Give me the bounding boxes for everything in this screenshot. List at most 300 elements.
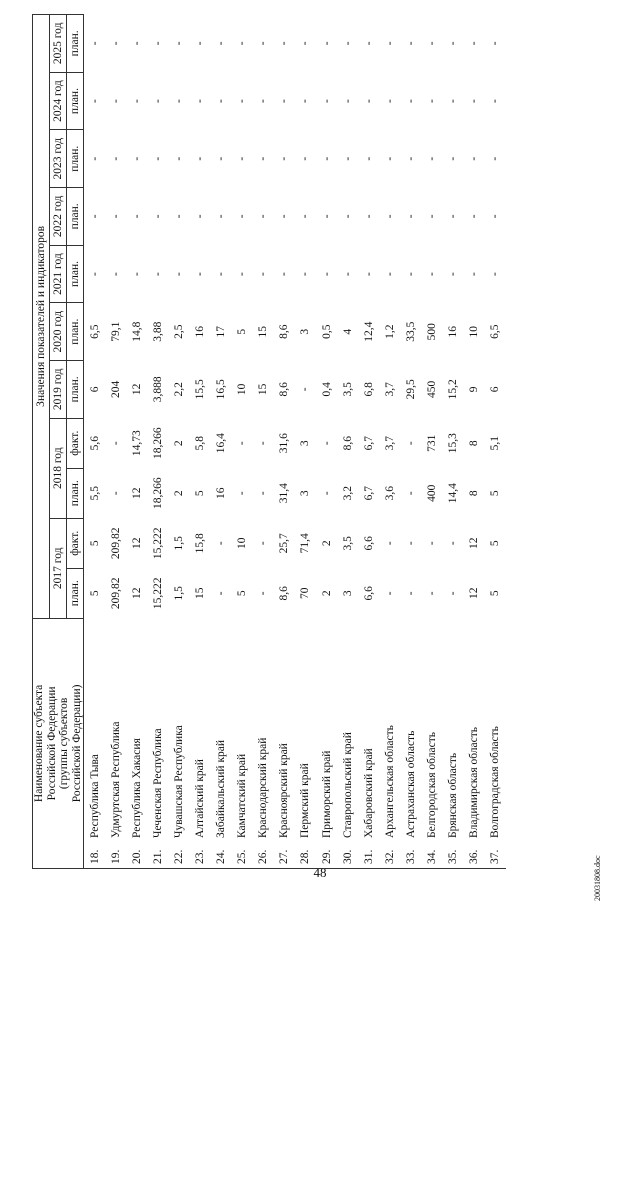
region-cell xyxy=(211,618,232,868)
value-cell: - xyxy=(383,214,396,219)
value-cell: - xyxy=(109,491,122,496)
value-cell: - xyxy=(151,272,164,276)
value-cell: - xyxy=(404,214,417,219)
value-cell: - xyxy=(320,441,333,446)
value-cell: 17 xyxy=(215,325,228,338)
value-cell: 15,2 xyxy=(447,379,460,400)
value-cell: - xyxy=(447,99,460,103)
value-cell: 18,266 xyxy=(151,427,164,459)
value-cell: 18,266 xyxy=(151,477,164,510)
table-row xyxy=(105,15,126,869)
table-row xyxy=(358,15,379,869)
plan-header: план. xyxy=(67,130,84,188)
value-cell: 3 xyxy=(341,590,354,597)
value-cell: - xyxy=(194,41,207,46)
region-cell xyxy=(464,618,485,868)
value-cell: - xyxy=(447,41,460,46)
row-number: 21. xyxy=(151,849,164,864)
value-cell: - xyxy=(278,99,291,103)
value-cell: - xyxy=(151,41,164,46)
value-cell: - xyxy=(172,156,185,161)
value-cell: 29,5 xyxy=(404,379,417,400)
value-cell: 5 xyxy=(88,590,101,597)
value-cell: 15,3 xyxy=(447,433,460,454)
value-cell: - xyxy=(172,214,185,219)
value-cell: 1,2 xyxy=(383,324,396,339)
region-name: Республика Хакасия xyxy=(130,738,143,838)
region-name: Чувашская Республика xyxy=(172,725,185,838)
value-cell: 8 xyxy=(468,440,481,447)
region-name: Архангельская область xyxy=(383,725,396,838)
table-row xyxy=(84,15,106,869)
value-cell: 6 xyxy=(489,386,502,393)
value-cell: - xyxy=(88,41,101,46)
region-cell xyxy=(168,618,189,868)
row-number: 31. xyxy=(362,849,375,864)
value-cell: 16 xyxy=(215,487,228,499)
value-cell: - xyxy=(299,214,312,219)
value-cell: 6,7 xyxy=(362,486,375,501)
table-row xyxy=(211,15,232,869)
region-cell xyxy=(358,618,379,868)
value-cell: 731 xyxy=(426,434,439,452)
value-cell: - xyxy=(172,99,185,103)
row-number: 29. xyxy=(320,849,333,864)
value-cell: 12 xyxy=(468,587,481,600)
value-cell: - xyxy=(447,156,460,161)
value-cell: 209,82 xyxy=(109,527,122,560)
row-number: 37. xyxy=(489,849,502,864)
value-cell: 31,6 xyxy=(278,433,291,454)
value-cell: 3 xyxy=(299,440,312,447)
value-cell: - xyxy=(320,214,333,219)
value-cell: - xyxy=(404,541,417,546)
year-header: 2020 год xyxy=(50,303,67,361)
value-cell: - xyxy=(489,156,502,161)
value-cell: 31,4 xyxy=(278,483,291,504)
value-cell: - xyxy=(109,272,122,276)
value-cell: - xyxy=(151,156,164,161)
value-cell: - xyxy=(341,214,354,219)
value-cell: 3,7 xyxy=(383,436,396,451)
region-cell xyxy=(105,618,126,868)
name-header-line: Российской Федерации) xyxy=(70,684,83,803)
value-cell: - xyxy=(468,214,481,219)
value-cell: - xyxy=(278,272,291,276)
year-header: 2023 год xyxy=(50,130,67,188)
row-number: 20. xyxy=(130,849,143,864)
value-cell: 2 xyxy=(320,540,333,547)
value-cell: - xyxy=(404,99,417,103)
value-cell: - xyxy=(447,272,460,276)
table-row xyxy=(379,15,400,869)
value-cell: - xyxy=(236,99,249,103)
value-cell: 14,4 xyxy=(447,483,460,504)
value-cell: 70 xyxy=(299,587,312,600)
value-cell: - xyxy=(257,214,270,219)
value-cell: 5 xyxy=(88,540,101,547)
value-cell: - xyxy=(383,99,396,103)
value-cell: - xyxy=(299,156,312,161)
region-name: Краснодарский край xyxy=(257,737,270,838)
plan-header: план. xyxy=(67,72,84,130)
region-name: Забайкальский край xyxy=(215,739,228,838)
value-cell: 6,7 xyxy=(362,436,375,451)
value-cell: 2,5 xyxy=(172,324,185,339)
value-cell: - xyxy=(489,214,502,219)
year-header: 2022 год xyxy=(50,188,67,246)
table-row xyxy=(316,15,337,869)
region-cell xyxy=(126,618,147,868)
value-cell: - xyxy=(236,41,249,46)
value-cell: - xyxy=(236,441,249,446)
value-cell: - xyxy=(320,272,333,276)
region-name: Алтайский край xyxy=(194,759,207,838)
value-cell: - xyxy=(362,156,375,161)
document-id: 20031808.doc xyxy=(593,855,602,901)
row-number: 33. xyxy=(404,849,417,864)
name-header-line: Наименование субъекта xyxy=(33,684,45,803)
value-cell: 14,8 xyxy=(130,321,143,342)
value-cell: - xyxy=(468,272,481,276)
value-cell: - xyxy=(257,541,270,546)
value-cell: - xyxy=(236,272,249,276)
value-cell: 5,8 xyxy=(194,436,207,451)
value-cell: - xyxy=(341,272,354,276)
value-cell: 5 xyxy=(194,490,207,497)
value-cell: - xyxy=(257,441,270,446)
region-name: Пермский край xyxy=(299,763,312,838)
value-cell: - xyxy=(194,272,207,276)
value-cell: 3,888 xyxy=(151,376,164,403)
region-name: Удмуртская Республика xyxy=(109,721,122,838)
value-cell: 12 xyxy=(130,587,143,600)
region-name: Камчатский край xyxy=(236,753,249,838)
row-number: 28. xyxy=(299,849,312,864)
value-cell: - xyxy=(362,41,375,46)
page-number: 48 xyxy=(313,865,327,880)
value-cell: 2 xyxy=(172,440,185,447)
row-number: 25. xyxy=(236,849,249,864)
value-cell: 500 xyxy=(426,323,439,341)
value-cell: - xyxy=(215,156,228,161)
value-cell: - xyxy=(383,272,396,276)
region-name: Хабаровский край xyxy=(362,748,375,838)
value-cell: - xyxy=(109,41,122,46)
region-name: Белгородская область xyxy=(426,732,439,838)
value-cell: - xyxy=(257,99,270,103)
value-cell: - xyxy=(194,156,207,161)
region-cell xyxy=(379,618,400,868)
value-cell: 79,1 xyxy=(109,321,122,342)
value-cell: - xyxy=(130,99,143,103)
value-cell: - xyxy=(341,41,354,46)
value-cell: - xyxy=(404,491,417,496)
value-cell: - xyxy=(109,156,122,161)
value-cell: - xyxy=(447,591,460,596)
value-cell: 4 xyxy=(341,328,354,335)
region-name: Республика Тыва xyxy=(88,754,101,838)
row-number: 35. xyxy=(447,849,460,864)
value-cell: 8,6 xyxy=(278,586,291,601)
value-cell: 15,222 xyxy=(151,577,164,610)
value-cell: - xyxy=(383,156,396,161)
value-cell: 9 xyxy=(468,386,481,393)
value-cell: - xyxy=(257,41,270,46)
value-cell: - xyxy=(404,591,417,596)
value-cell: 3 xyxy=(299,328,312,335)
value-cell: - xyxy=(278,214,291,219)
value-cell: - xyxy=(320,156,333,161)
value-cell: - xyxy=(88,272,101,276)
value-cell: 3,6 xyxy=(383,486,396,501)
region-cell xyxy=(147,618,168,868)
value-cell: - xyxy=(468,156,481,161)
value-cell: 15,222 xyxy=(151,527,164,560)
row-number: 27. xyxy=(278,849,291,864)
value-cell: - xyxy=(278,156,291,161)
value-cell: - xyxy=(468,41,481,46)
value-cell: - xyxy=(215,272,228,276)
value-cell: - xyxy=(215,41,228,46)
value-cell: 15 xyxy=(257,325,270,338)
row-number: 23. xyxy=(194,849,207,864)
value-cell: 209,82 xyxy=(109,577,122,610)
value-cell: 16,4 xyxy=(215,433,228,454)
table-row xyxy=(274,15,295,869)
name-header-line: (группы субъектов xyxy=(58,697,70,790)
value-cell: 15,8 xyxy=(194,533,207,554)
value-cell: 12 xyxy=(130,487,143,499)
value-cell: 10 xyxy=(236,383,249,396)
fact-header: факт. xyxy=(67,418,84,468)
table-row xyxy=(443,15,464,869)
value-cell: - xyxy=(236,156,249,161)
value-cell: - xyxy=(109,214,122,219)
value-cell: 8,6 xyxy=(341,436,354,451)
value-cell: - xyxy=(278,41,291,46)
year-header: 2024 год xyxy=(50,72,67,130)
value-cell: 12,4 xyxy=(362,321,375,342)
region-cell xyxy=(274,618,295,868)
value-cell: 12 xyxy=(468,537,481,549)
value-cell: - xyxy=(172,41,185,46)
value-cell: 6,5 xyxy=(88,324,101,339)
value-cell: - xyxy=(489,99,502,103)
value-cell: 10 xyxy=(236,537,249,549)
table-row xyxy=(422,15,443,869)
value-cell: - xyxy=(362,214,375,219)
value-cell: 10 xyxy=(468,325,481,338)
value-cell: - xyxy=(426,541,439,546)
indicators-table xyxy=(32,14,506,869)
row-number: 24. xyxy=(215,849,228,864)
value-cell: - xyxy=(130,156,143,161)
value-cell: - xyxy=(236,491,249,496)
row-number: 32. xyxy=(383,849,396,864)
value-cell: - xyxy=(489,272,502,276)
region-cell xyxy=(337,618,358,868)
row-number: 22. xyxy=(172,849,185,864)
value-cell: 6,5 xyxy=(489,324,502,339)
region-cell xyxy=(232,618,253,868)
value-cell: 3,5 xyxy=(341,382,354,397)
row-number: 18. xyxy=(88,849,101,864)
value-cell: - xyxy=(151,99,164,103)
value-cell: - xyxy=(362,99,375,103)
plan-header: план. xyxy=(67,303,84,361)
value-cell: 16 xyxy=(447,325,460,338)
value-cell: - xyxy=(194,214,207,219)
fact-header: факт. xyxy=(67,518,84,568)
value-cell: - xyxy=(426,99,439,103)
value-cell: - xyxy=(130,214,143,219)
row-number: 30. xyxy=(341,849,354,864)
value-cell: 400 xyxy=(426,484,439,502)
table-row xyxy=(147,15,168,869)
group-header: Значения показателей и индикаторов xyxy=(33,15,50,619)
table-row xyxy=(189,15,210,869)
value-cell: 2 xyxy=(320,590,333,597)
value-cell: - xyxy=(383,41,396,46)
value-cell: 8,6 xyxy=(278,382,291,397)
value-cell: 0,5 xyxy=(320,324,333,339)
value-cell: - xyxy=(404,441,417,446)
value-cell: - xyxy=(404,156,417,161)
value-cell: - xyxy=(383,591,396,596)
plan-header: план. xyxy=(67,188,84,246)
value-cell: - xyxy=(257,156,270,161)
value-cell: - xyxy=(215,214,228,219)
value-cell: 71,4 xyxy=(299,533,312,554)
plan-header: план. xyxy=(67,245,84,303)
value-cell: 14,73 xyxy=(130,430,143,457)
value-cell: 16 xyxy=(194,325,207,338)
value-cell: - xyxy=(383,541,396,546)
region-name: Волгоградская область xyxy=(489,726,502,838)
region-name: Красноярский край xyxy=(278,743,291,838)
value-cell: - xyxy=(426,156,439,161)
table-body xyxy=(84,15,506,869)
row-number: 34. xyxy=(426,849,439,864)
value-cell: 33,5 xyxy=(404,321,417,342)
table-row xyxy=(400,15,421,869)
region-cell xyxy=(400,618,421,868)
value-cell: - xyxy=(109,99,122,103)
region-cell xyxy=(84,618,106,868)
region-cell xyxy=(422,618,443,868)
table-row xyxy=(464,15,485,869)
value-cell: 6 xyxy=(88,386,101,393)
value-cell: 450 xyxy=(426,380,439,398)
value-cell: - xyxy=(468,99,481,103)
value-cell: - xyxy=(426,272,439,276)
value-cell: - xyxy=(151,214,164,219)
value-cell: - xyxy=(404,272,417,276)
table-row xyxy=(232,15,253,869)
value-cell: 5 xyxy=(236,590,249,597)
value-cell: - xyxy=(215,541,228,546)
value-cell: - xyxy=(215,591,228,596)
value-cell: - xyxy=(341,99,354,103)
value-cell: 5,6 xyxy=(88,436,101,451)
value-cell: 5 xyxy=(489,490,502,497)
value-cell: - xyxy=(236,214,249,219)
value-cell: 3,88 xyxy=(151,321,164,342)
region-cell xyxy=(443,618,464,868)
value-cell: 5 xyxy=(236,328,249,335)
value-cell: 12 xyxy=(130,537,143,549)
value-cell: 6,8 xyxy=(362,382,375,397)
row-number: 26. xyxy=(257,849,270,864)
value-cell: 15 xyxy=(194,587,207,600)
value-cell: 8,6 xyxy=(278,324,291,339)
name-header-line: Российской Федерации xyxy=(45,686,58,801)
value-cell: 5,1 xyxy=(489,436,502,451)
value-cell: 2 xyxy=(172,490,185,497)
value-cell: - xyxy=(88,156,101,161)
name-column-header xyxy=(33,618,84,868)
value-cell: 3 xyxy=(299,490,312,497)
value-cell: - xyxy=(215,99,228,103)
value-cell: 8 xyxy=(468,490,481,497)
value-cell: 3,2 xyxy=(341,486,354,501)
region-name: Астраханская область xyxy=(404,730,417,838)
region-cell xyxy=(316,618,337,868)
value-cell: 5 xyxy=(489,540,502,547)
value-cell: 3,7 xyxy=(383,382,396,397)
value-cell: 3,5 xyxy=(341,536,354,551)
table-row xyxy=(485,15,506,869)
value-cell: 204 xyxy=(109,380,122,398)
value-cell: - xyxy=(404,41,417,46)
value-cell: 1,5 xyxy=(172,536,185,551)
plan-header: план. xyxy=(67,361,84,419)
value-cell: 16,5 xyxy=(215,379,228,400)
value-cell: 5 xyxy=(489,590,502,597)
region-name: Ставропольский край xyxy=(341,732,354,838)
value-cell: - xyxy=(257,591,270,596)
row-number: 19. xyxy=(109,849,122,864)
value-cell: - xyxy=(88,99,101,103)
value-cell: - xyxy=(489,41,502,46)
table-row xyxy=(337,15,358,869)
value-cell: 15 xyxy=(257,383,270,396)
plan-header: план. xyxy=(67,568,84,618)
value-cell: - xyxy=(299,41,312,46)
value-cell: - xyxy=(447,214,460,219)
value-cell: 1,5 xyxy=(172,586,185,601)
region-name: Брянская область xyxy=(447,752,460,838)
value-cell: - xyxy=(320,41,333,46)
region-cell xyxy=(295,618,316,868)
table-row xyxy=(168,15,189,869)
value-cell: 12 xyxy=(130,383,143,396)
value-cell: 5,5 xyxy=(88,486,101,501)
table-row xyxy=(295,15,316,869)
table-row xyxy=(126,15,147,869)
value-cell: - xyxy=(130,41,143,46)
value-cell: 6,6 xyxy=(362,536,375,551)
region-cell xyxy=(485,618,506,868)
value-cell: - xyxy=(447,541,460,546)
region-name: Приморский край xyxy=(320,750,333,838)
region-cell xyxy=(189,618,210,868)
table-row xyxy=(253,15,274,869)
value-cell: 15,5 xyxy=(194,379,207,400)
value-cell: 6,6 xyxy=(362,586,375,601)
region-name: Чеченская Республика xyxy=(151,728,164,838)
